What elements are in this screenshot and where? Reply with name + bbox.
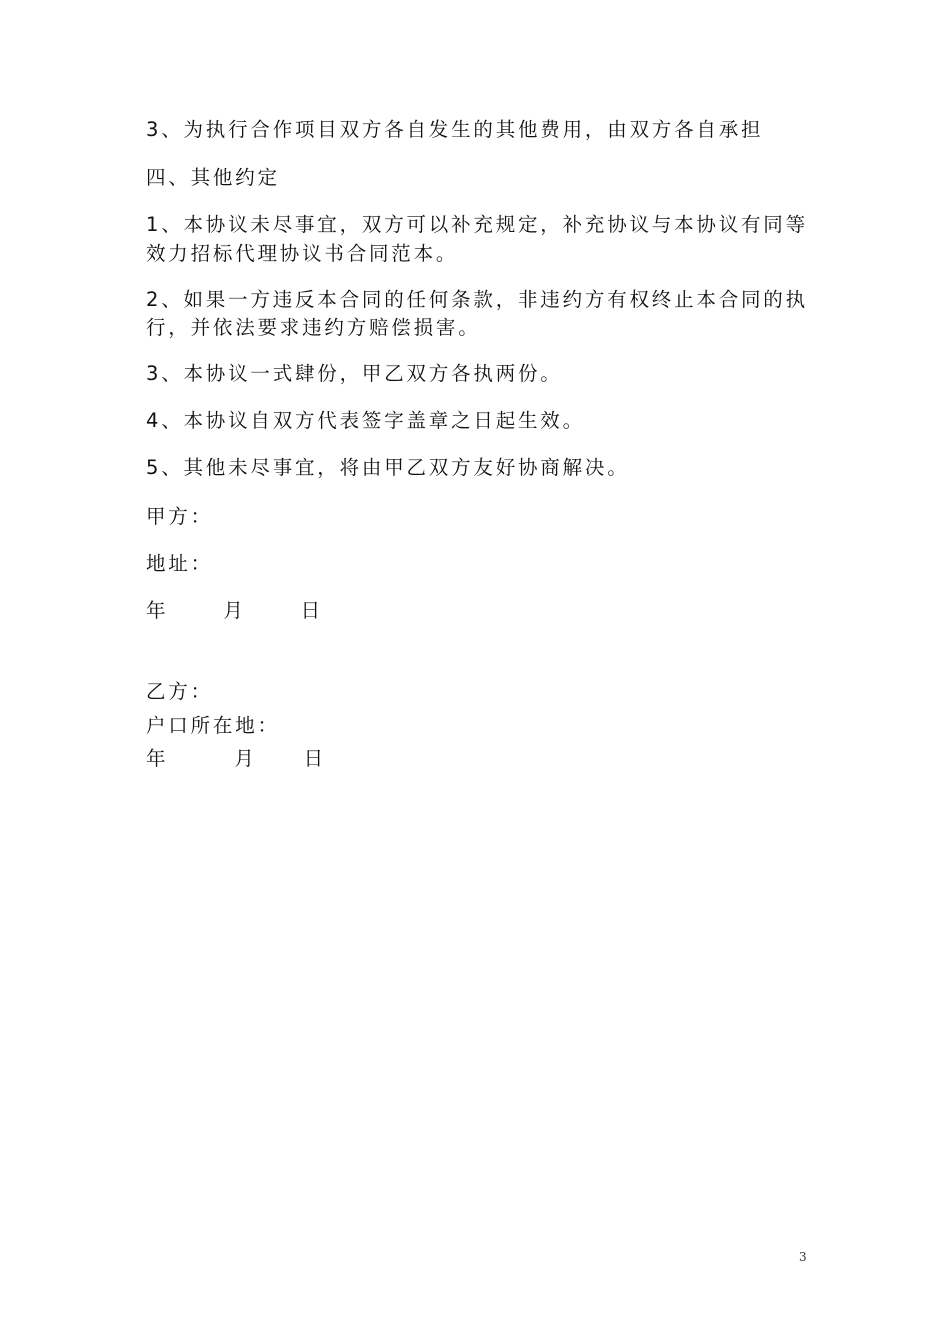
party-b-label: 乙方： xyxy=(146,680,213,703)
party-a-day: 日 xyxy=(300,599,323,622)
paragraph-expenses: 3、为执行合作项目双方各自发生的其他费用，由双方各自承担 xyxy=(146,118,764,141)
paragraph-negotiation: 5、其他未尽事宜，将由甲乙双方友好协商解决。 xyxy=(146,456,630,479)
section-heading-other-terms: 四、其他约定 xyxy=(146,166,280,189)
party-a-date xyxy=(146,598,323,624)
paragraph-supplement-line-1: 1、本协议未尽事宜，双方可以补充规定，补充协议与本协议有同等 xyxy=(146,213,808,236)
paragraph-copies: 3、本协议一式肆份，甲乙双方各执两份。 xyxy=(146,362,563,385)
paragraph-breach-line-2: 行，并依法要求违约方赔偿损害。 xyxy=(146,316,481,339)
party-a-address-label: 地址： xyxy=(146,552,213,575)
party-b-month: 月 xyxy=(234,747,257,770)
page-number: 3 xyxy=(799,1250,807,1264)
party-a-month: 月 xyxy=(223,599,246,622)
party-a-year: 年 xyxy=(146,599,169,622)
party-b-day: 日 xyxy=(303,747,326,770)
party-a-label: 甲方： xyxy=(146,505,213,528)
party-b-date xyxy=(146,746,326,772)
party-b-year: 年 xyxy=(146,747,169,770)
paragraph-supplement-line-2: 效力招标代理协议书合同范本。 xyxy=(146,242,459,265)
paragraph-effective: 4、本协议自双方代表签字盖章之日起生效。 xyxy=(146,409,585,432)
party-b-residence-label: 户口所在地： xyxy=(146,714,280,737)
paragraph-breach-line-1: 2、如果一方违反本合同的任何条款，非违约方有权终止本合同的执 xyxy=(146,288,808,311)
